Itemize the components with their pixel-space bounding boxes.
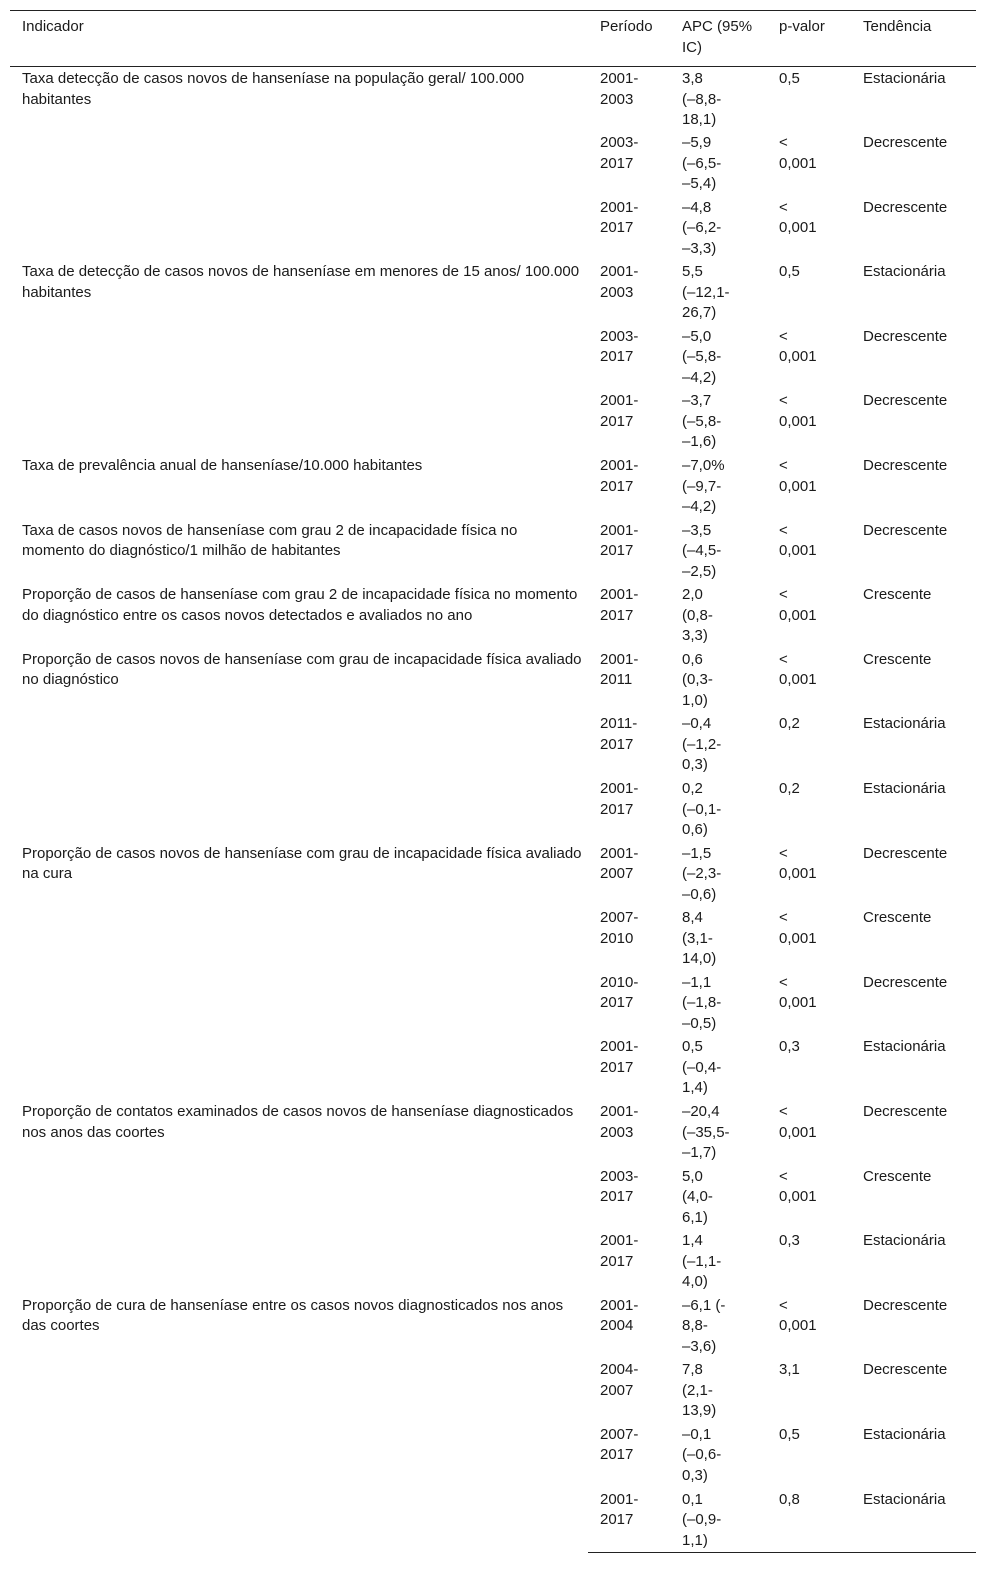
cell-apc-line: –20,4 (682, 1103, 720, 1120)
cell-apc (670, 325, 767, 390)
cell-period-line: 2017 (600, 412, 634, 430)
cell-apc-line: (–0,1- (682, 800, 722, 818)
table-row (10, 1294, 976, 1359)
cell-apc (670, 1488, 767, 1553)
cell-period-line: 2017 (600, 154, 634, 172)
cell-period-line: 2001- (600, 457, 639, 475)
cell-period (588, 842, 670, 907)
cell-period-line: 2004 (600, 1317, 634, 1335)
cell-apc (670, 1358, 767, 1423)
cell-pvalue (767, 842, 851, 907)
cell-apc (670, 1294, 767, 1359)
cell-indicator: Proporção de casos novos de hanseníase com grau de incapacidade física avaliado no diagnóstico (22, 650, 582, 689)
cell-apc-line: (–0,9- (682, 1511, 722, 1529)
cell-trend: Decrescente (863, 521, 948, 539)
cell-apc-line: (–9,7- (682, 477, 722, 495)
cell-period-line: 2003 (600, 90, 634, 108)
cell-apc-line: 5,0 (682, 1167, 703, 1185)
cell-pvalue-line: 0,001 (779, 1123, 817, 1141)
results-table (10, 10, 976, 1553)
cell-apc-line: 1,4) (682, 1079, 708, 1097)
cell-period-line: 2001- (600, 586, 639, 604)
cell-period-line: 2003- (600, 134, 639, 152)
cell-apc-line: –5,0 (682, 327, 712, 345)
cell-apc-line: –3,7 (682, 392, 712, 410)
cell-period-line: 2017 (600, 735, 634, 753)
cell-pvalue-line: < (779, 198, 788, 216)
cell-period-line: 2003- (600, 1167, 639, 1185)
cell-period (588, 1229, 670, 1294)
table-row (10, 648, 976, 713)
cell-pvalue-line: 0,001 (779, 671, 817, 689)
cell-pvalue-line: 0,001 (779, 348, 817, 366)
cell-trend: Crescente (863, 586, 932, 604)
cell-apc-line: –0,6) (682, 885, 717, 903)
cell-period (588, 712, 670, 777)
cell-apc-line: 2,0 (682, 586, 703, 604)
cell-apc-line: 0,2 (682, 780, 703, 798)
cell-period-line: 2001- (600, 70, 639, 87)
cell-pvalue (767, 454, 851, 519)
cell-trend: Estacionária (863, 780, 946, 798)
cell-trend: Decrescente (863, 457, 948, 475)
cell-indicator: Proporção de casos novos de hanseníase com grau de incapacidade física avaliado na cura (22, 844, 582, 883)
header-trend: Tendência (851, 11, 976, 67)
cell-period (588, 325, 670, 390)
cell-pvalue-line: < (779, 327, 788, 345)
cell-apc-line: –1,5 (682, 844, 712, 862)
cell-apc-line: –4,2) (682, 368, 717, 386)
cell-period-line: 2017 (600, 800, 634, 818)
cell-pvalue-line: < (779, 1103, 788, 1120)
cell-apc-line: –1,7) (682, 1144, 717, 1161)
cell-apc-line: 0,3) (682, 1466, 708, 1484)
cell-apc-line: 0,6 (682, 650, 703, 668)
cell-pvalue-line: 0,001 (779, 412, 817, 430)
cell-period-line: 2011 (600, 671, 633, 689)
cell-pvalue-line: 0,001 (779, 477, 817, 495)
cell-trend: Decrescente (863, 1103, 948, 1120)
header-pvalue: p-valor (767, 11, 851, 67)
cell-apc-line: –3,6) (682, 1337, 717, 1355)
cell-pvalue-line: < (779, 1167, 788, 1185)
cell-pvalue (767, 906, 851, 971)
cell-period (588, 777, 670, 842)
cell-apc-line: 14,0) (682, 950, 717, 968)
table-row (10, 583, 976, 648)
cell-apc-line: –2,5) (682, 562, 717, 580)
cell-apc-line: (–5,8- (682, 348, 722, 366)
cell-apc-line: (–8,8- (682, 90, 722, 108)
cell-period-line: 2003- (600, 327, 639, 345)
cell-pvalue-line: < (779, 457, 788, 475)
cell-pvalue-line: 0,001 (779, 994, 817, 1012)
cell-trend: Estacionária (863, 1425, 946, 1443)
cell-period (588, 648, 670, 713)
cell-period (588, 1294, 670, 1359)
cell-apc-line: 0,6) (682, 821, 708, 839)
cell-pvalue-line: < (779, 134, 788, 152)
cell-apc-line: 26,7) (682, 304, 717, 322)
cell-apc-line: (–1,8- (682, 994, 722, 1012)
cell-pvalue-line: 0,3 (779, 1038, 800, 1056)
table-row (10, 67, 976, 132)
cell-apc-line: –4,8 (682, 198, 712, 216)
cell-apc-line: (–6,5- (682, 154, 722, 172)
cell-apc-line: 0,5 (682, 1038, 703, 1056)
cell-indicator: Taxa de casos novos de hanseníase com grau 2 de incapacidade física no momento do diagnóstico/1 milhão de habitantes (22, 521, 518, 560)
cell-period-line: 2001- (600, 844, 639, 862)
cell-apc-line: 1,0) (682, 691, 708, 709)
cell-pvalue-line: 0,2 (779, 780, 800, 798)
cell-pvalue-line: 0,5 (779, 1425, 800, 1443)
table-row (10, 842, 976, 907)
cell-apc-line: 0,3) (682, 756, 708, 774)
cell-pvalue-line: 0,001 (779, 542, 817, 560)
cell-pvalue (767, 1488, 851, 1553)
cell-apc (670, 1423, 767, 1488)
cell-period-line: 2001- (600, 1232, 639, 1250)
cell-apc-line: (–12,1- (682, 283, 730, 301)
cell-apc (670, 519, 767, 584)
cell-indicator: Proporção de cura de hanseníase entre os casos novos diagnosticados nos anos das coortes (22, 1296, 564, 1335)
cell-period-line: 2001- (600, 1296, 639, 1314)
cell-pvalue-line: 0,3 (779, 1232, 800, 1250)
cell-period-line: 2017 (600, 1188, 634, 1206)
cell-trend: Decrescente (863, 973, 948, 991)
cell-apc-line: –4,2) (682, 498, 717, 516)
cell-pvalue-line: < (779, 909, 788, 927)
cell-pvalue (767, 519, 851, 584)
cell-trend: Estacionária (863, 1038, 946, 1056)
cell-period (588, 389, 670, 454)
cell-period-line: 2001- (600, 1490, 639, 1508)
cell-apc (670, 131, 767, 196)
cell-pvalue-line: 0,001 (779, 865, 817, 883)
cell-pvalue (767, 67, 851, 132)
cell-pvalue (767, 131, 851, 196)
cell-trend: Decrescente (863, 1361, 948, 1379)
cell-period-line: 2011- (600, 715, 638, 733)
cell-trend: Decrescente (863, 198, 948, 216)
cell-period (588, 131, 670, 196)
cell-pvalue-line: 0,001 (779, 1188, 817, 1206)
cell-apc-line: (–6,2- (682, 219, 722, 237)
cell-apc-line: –0,4 (682, 715, 712, 733)
cell-apc-line: (–35,5- (682, 1123, 730, 1141)
cell-apc-line: (–0,6- (682, 1446, 722, 1464)
cell-trend: Estacionária (863, 715, 946, 733)
table-header (10, 11, 976, 67)
header-indicator: Indicador (10, 11, 588, 67)
cell-period-line: 2010 (600, 929, 634, 947)
cell-pvalue (767, 1423, 851, 1488)
cell-period-line: 2017 (600, 219, 634, 237)
cell-pvalue-line: < (779, 1296, 788, 1314)
cell-pvalue-line: 3,1 (779, 1361, 800, 1379)
cell-period-line: 2003 (600, 1123, 634, 1141)
table-row (10, 454, 976, 519)
cell-trend: Estacionária (863, 263, 946, 281)
cell-pvalue-line: 0,001 (779, 219, 817, 237)
cell-apc (670, 260, 767, 325)
cell-apc-line: 8,4 (682, 909, 703, 927)
cell-period (588, 971, 670, 1036)
cell-pvalue (767, 971, 851, 1036)
cell-trend: Decrescente (863, 134, 948, 152)
cell-period-line: 2003 (600, 283, 634, 301)
cell-apc-line: (3,1- (682, 929, 713, 947)
cell-apc-line: –3,5 (682, 521, 712, 539)
cell-apc-line: –1,6) (682, 433, 717, 451)
cell-pvalue-line: < (779, 650, 788, 668)
cell-trend: Estacionária (863, 70, 946, 87)
cell-apc (670, 712, 767, 777)
cell-apc-line: 6,1) (682, 1208, 708, 1226)
cell-pvalue-line: 0,001 (779, 1317, 817, 1335)
table-row (10, 519, 976, 584)
table-row (10, 1100, 976, 1165)
cell-apc-line: 1,4 (682, 1232, 703, 1250)
cell-apc (670, 971, 767, 1036)
cell-period (588, 67, 670, 132)
cell-pvalue-line: 0,5 (779, 263, 800, 281)
cell-pvalue-line: 0,5 (779, 70, 800, 87)
cell-apc-line: (–2,3- (682, 865, 722, 883)
cell-apc (670, 583, 767, 648)
cell-pvalue-line: < (779, 521, 788, 539)
cell-apc-line: –5,9 (682, 134, 712, 152)
cell-apc-line: 18,1) (682, 111, 717, 128)
cell-period-line: 2007- (600, 909, 639, 927)
cell-period (588, 906, 670, 971)
cell-pvalue (767, 583, 851, 648)
cell-pvalue-line: 0,2 (779, 715, 800, 733)
cell-apc-line: 4,0) (682, 1273, 708, 1291)
cell-indicator: Taxa de prevalência anual de hanseníase/10.000 habitantes (22, 457, 423, 475)
cell-apc-line: –0,5) (682, 1014, 717, 1032)
cell-trend: Decrescente (863, 844, 948, 862)
cell-apc (670, 196, 767, 261)
cell-period-line: 2017 (600, 1446, 634, 1464)
cell-apc-line: –3,3) (682, 239, 717, 257)
cell-period-line: 2001- (600, 650, 639, 668)
cell-trend: Decrescente (863, 392, 948, 410)
cell-period-line: 2004- (600, 1361, 639, 1379)
cell-pvalue (767, 389, 851, 454)
cell-pvalue-line: < (779, 586, 788, 604)
cell-pvalue-line: < (779, 844, 788, 862)
cell-period (588, 454, 670, 519)
cell-period (588, 1100, 670, 1165)
cell-apc (670, 1165, 767, 1230)
cell-pvalue-line: 0,001 (779, 154, 817, 172)
header-period: Período (588, 11, 670, 67)
cell-period-line: 2001- (600, 1103, 639, 1120)
cell-period-line: 2017 (600, 606, 634, 624)
cell-apc-line: 0,1 (682, 1490, 703, 1508)
cell-trend: Crescente (863, 1167, 932, 1185)
cell-period-line: 2017 (600, 1511, 634, 1529)
cell-apc-line: –0,1 (682, 1425, 712, 1443)
cell-period-line: 2017 (600, 477, 634, 495)
cell-pvalue-line: 0,001 (779, 929, 817, 947)
cell-pvalue (767, 1165, 851, 1230)
cell-period-line: 2001- (600, 392, 639, 410)
cell-apc (670, 842, 767, 907)
cell-period-line: 2001- (600, 198, 639, 216)
cell-period (588, 260, 670, 325)
cell-apc (670, 389, 767, 454)
cell-period (588, 1358, 670, 1423)
cell-period-line: 2007 (600, 1381, 634, 1399)
cell-apc (670, 777, 767, 842)
cell-apc-line: 3,3) (682, 627, 708, 645)
cell-apc-line: (–5,8- (682, 412, 722, 430)
cell-pvalue-line: < (779, 973, 788, 991)
cell-period-line: 2001- (600, 521, 639, 539)
cell-indicator: Proporção de casos de hanseníase com grau 2 de incapacidade física no momento do diagnóstico entre os casos novos detectados e avaliados no ano (22, 586, 578, 624)
cell-period (588, 1488, 670, 1553)
cell-period (588, 1035, 670, 1100)
cell-period-line: 2007- (600, 1425, 639, 1443)
cell-apc-line: (–4,5- (682, 542, 722, 560)
cell-period (588, 519, 670, 584)
cell-pvalue (767, 712, 851, 777)
cell-apc-line: 13,9) (682, 1402, 717, 1420)
cell-pvalue (767, 325, 851, 390)
cell-pvalue (767, 648, 851, 713)
cell-apc (670, 906, 767, 971)
cell-pvalue (767, 1229, 851, 1294)
cell-pvalue (767, 196, 851, 261)
cell-pvalue (767, 1035, 851, 1100)
cell-apc-line: 5,5 (682, 263, 703, 281)
cell-period (588, 196, 670, 261)
cell-pvalue-line: 0,001 (779, 606, 817, 624)
header-apc: APC (95% IC) (670, 11, 767, 67)
cell-period-line: 2001- (600, 1038, 639, 1056)
cell-period (588, 1165, 670, 1230)
cell-pvalue (767, 1294, 851, 1359)
cell-pvalue-line: < (779, 392, 788, 410)
cell-period-line: 2017 (600, 994, 634, 1012)
cell-apc-line: 7,8 (682, 1361, 703, 1379)
cell-apc (670, 1229, 767, 1294)
cell-apc-line: (0,8- (682, 606, 713, 624)
cell-apc-line: (0,3- (682, 671, 713, 689)
table-row (10, 260, 976, 325)
cell-trend: Crescente (863, 650, 932, 668)
cell-period-line: 2001- (600, 780, 639, 798)
cell-apc-line: 8,8- (682, 1317, 708, 1335)
cell-indicator: Taxa detecção de casos novos de hanseníase na população geral/ 100.000 habitantes (22, 70, 525, 108)
cell-period-line: 2007 (600, 865, 634, 883)
cell-period-line: 2017 (600, 1058, 634, 1076)
cell-apc (670, 67, 767, 132)
cell-apc-line: –6,1 (- (682, 1296, 726, 1314)
cell-apc-line: 3,8 (682, 70, 703, 87)
cell-period (588, 583, 670, 648)
cell-apc (670, 1035, 767, 1100)
cell-period-line: 2017 (600, 542, 634, 560)
cell-period-line: 2001- (600, 263, 639, 281)
cell-period-line: 2017 (600, 1252, 634, 1270)
cell-trend: Estacionária (863, 1232, 946, 1250)
cell-apc (670, 648, 767, 713)
cell-apc-line: –7,0% (682, 457, 725, 475)
cell-trend: Estacionária (851, 1488, 976, 1553)
cell-apc-line: (–1,1- (682, 1252, 722, 1270)
cell-period-line: 2017 (600, 348, 634, 366)
cell-apc-line: –5,4) (682, 175, 717, 193)
cell-trend: Decrescente (863, 1296, 948, 1314)
cell-pvalue (767, 777, 851, 842)
cell-pvalue-line: 0,8 (779, 1490, 800, 1508)
cell-period-line: 2010- (600, 973, 639, 991)
cell-trend: Decrescente (863, 327, 948, 345)
cell-apc (670, 454, 767, 519)
table-body (10, 67, 976, 1553)
cell-pvalue (767, 260, 851, 325)
cell-indicator: Proporção de contatos examinados de casos novos de hanseníase diagnosticados nos anos das coortes (22, 1103, 574, 1141)
cell-trend: Crescente (863, 909, 932, 927)
cell-apc-line: (–1,2- (682, 735, 722, 753)
cell-period (588, 1423, 670, 1488)
cell-apc-line: (–0,4- (682, 1058, 722, 1076)
cell-apc-line: (4,0- (682, 1188, 713, 1206)
cell-indicator: Taxa de detecção de casos novos de hanseníase em menores de 15 anos/ 100.000 habitantes (22, 263, 580, 301)
cell-pvalue (767, 1100, 851, 1165)
cell-apc-line: 1,1) (682, 1531, 708, 1549)
cell-pvalue (767, 1358, 851, 1423)
cell-apc (670, 1100, 767, 1165)
cell-apc-line: –1,1 (682, 973, 712, 991)
cell-apc-line: (2,1- (682, 1381, 713, 1399)
